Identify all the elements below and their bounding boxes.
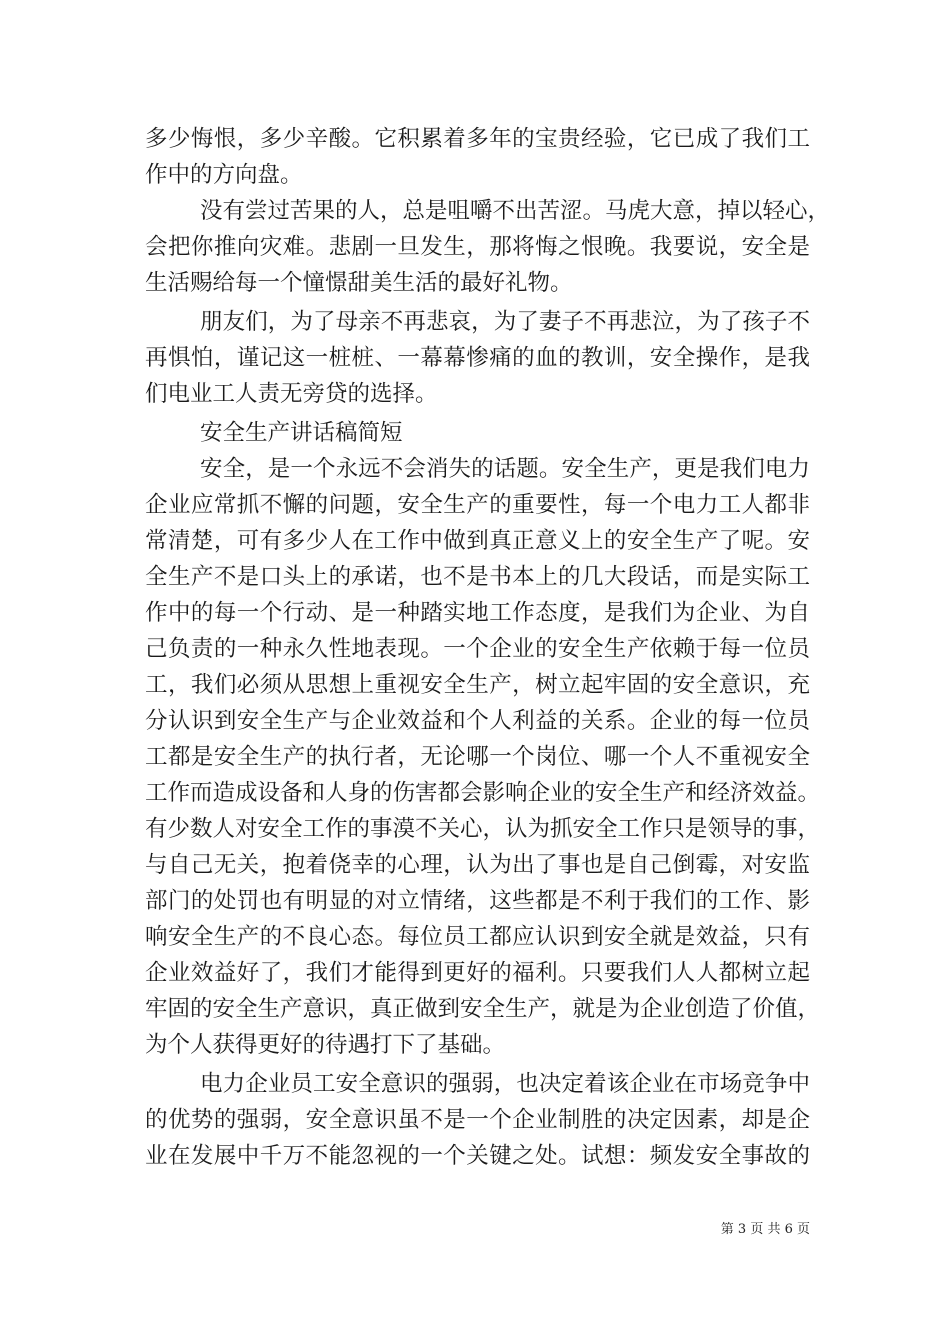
text-line: 响安全生产的不良心态。每位员工都应认识到安全就是效益，只有 bbox=[145, 924, 810, 950]
text-line: 分认识到安全生产与企业效益和个人利益的关系。企业的每一位员 bbox=[145, 708, 810, 734]
text-line: 再惧怕，谨记这一桩桩、一幕幕惨痛的血的教训，安全操作，是我 bbox=[145, 345, 810, 371]
text-line: 常清楚，可有多少人在工作中做到真正意义上的安全生产了呢。安 bbox=[145, 528, 810, 554]
text-line: 有少数人对安全工作的事漠不关心，认为抓安全工作只是领导的事， bbox=[145, 816, 821, 842]
text-line: 为个人获得更好的待遇打下了基础。 bbox=[145, 1032, 506, 1058]
text-line: 没有尝过苦果的人，总是咀嚼不出苦涩。马虎大意，掉以轻心， bbox=[200, 198, 831, 224]
text-line: 多少悔恨，多少辛酸。它积累着多年的宝贵经验，它已成了我们工 bbox=[145, 126, 810, 152]
text-line: 业在发展中千万不能忽视的一个关键之处。试想：频发安全事故的 bbox=[145, 1143, 810, 1169]
text-line: 会把你推向灾难。悲剧一旦发生，那将悔之恨晚。我要说，安全是 bbox=[145, 234, 810, 260]
text-line: 企业应常抓不懈的问题，安全生产的重要性，每一个电力工人都非 bbox=[145, 492, 810, 518]
text-line: 工都是安全生产的执行者，无论哪一个岗位、哪一个人不重视安全 bbox=[145, 744, 810, 770]
text-line: 电力企业员工安全意识的强弱，也决定着该企业在市场竞争中 bbox=[200, 1071, 810, 1097]
text-line: 与自己无关，抱着侥幸的心理，认为出了事也是自己倒霉，对安监 bbox=[145, 852, 810, 878]
text-line: 牢固的安全生产意识，真正做到安全生产，就是为企业创造了价值， bbox=[145, 996, 821, 1022]
text-line: 作中的方向盘。 bbox=[145, 162, 303, 188]
text-line: 工，我们必须从思想上重视安全生产，树立起牢固的安全意识，充 bbox=[145, 672, 810, 698]
text-line: 作中的每一个行动、是一种踏实地工作态度，是我们为企业、为自 bbox=[145, 600, 810, 626]
text-line: 企业效益好了，我们才能得到更好的福利。只要我们人人都树立起 bbox=[145, 960, 810, 986]
text-line: 部门的处罚也有明显的对立情绪，这些都是不利于我们的工作、影 bbox=[145, 888, 810, 914]
section-heading: 安全生产讲话稿简短 bbox=[200, 420, 403, 446]
text-line: 安全，是一个永远不会消失的话题。安全生产，更是我们电力 bbox=[200, 456, 810, 482]
text-line: 生活赐给每一个憧憬甜美生活的最好礼物。 bbox=[145, 270, 573, 296]
page-number: 第 3 页 共 6 页 bbox=[720, 1222, 810, 1237]
text-line: 工作而造成设备和人身的伤害都会影响企业的安全生产和经济效益。 bbox=[145, 780, 821, 806]
text-line: 己负责的一种永久性地表现。一个企业的安全生产依赖于每一位员 bbox=[145, 636, 810, 662]
text-line: 们电业工人责无旁贷的选择。 bbox=[145, 381, 438, 407]
text-line: 全生产不是口头上的承诺，也不是书本上的几大段话，而是实际工 bbox=[145, 564, 810, 590]
text-line: 朋友们，为了母亲不再悲哀，为了妻子不再悲泣，为了孩子不 bbox=[200, 309, 810, 335]
text-line: 的优势的强弱，安全意识虽不是一个企业制胜的决定因素，却是企 bbox=[145, 1107, 810, 1133]
